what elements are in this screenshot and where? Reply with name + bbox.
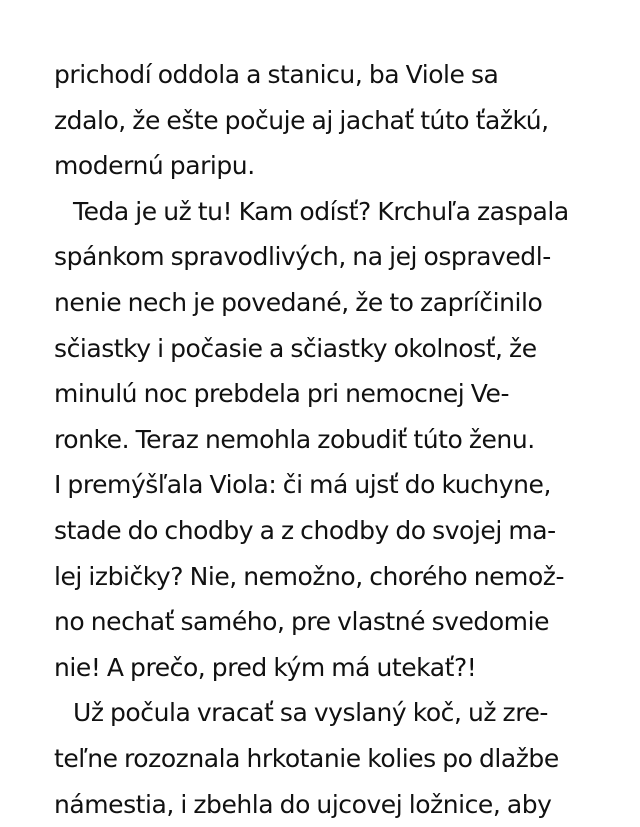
text-line: sčiastky i počasie a sčiastky okolnosť, že bbox=[54, 326, 594, 372]
text-line: no nechať samého, pre vlastné svedomie bbox=[54, 599, 594, 645]
text-line: námestia, i zbehla do ujcovej ložnice, aby bbox=[54, 782, 594, 827]
text-line: lej izbičky? Nie, nemožno, chorého nemož- bbox=[54, 554, 594, 600]
body-text bbox=[54, 52, 594, 827]
text-line: I premýšľala Viola: či má ujsť do kuchyne, bbox=[54, 462, 594, 508]
text-line: spánkom spravodlivých, na jej ospravedl- bbox=[54, 234, 594, 280]
paragraph-first-line: Teda je už tu! Kam odísť? Krchuľa zaspala bbox=[54, 189, 594, 235]
text-line: minulú noc prebdela pri nemocnej Ve- bbox=[54, 371, 594, 417]
text-line: nie! A prečo, pred kým má utekať?! bbox=[54, 645, 594, 691]
text-line: nenie nech je povedané, že to zapríčinilo bbox=[54, 280, 594, 326]
text-line: ronke. Teraz nemohla zobudiť túto ženu. bbox=[54, 417, 594, 463]
text-line: zdalo, že ešte počuje aj jachať túto ťažkú, bbox=[54, 98, 594, 144]
text-line: teľne rozoznala hrkotanie kolies po dlažbe bbox=[54, 736, 594, 782]
text-line: stade do chodby a z chodby do svojej ma- bbox=[54, 508, 594, 554]
text-line: prichodí oddola a stanicu, ba Viole sa bbox=[54, 52, 594, 98]
text-line: modernú paripu. bbox=[54, 143, 594, 189]
paragraph-first-line: Už počula vracať sa vyslaný koč, už zre- bbox=[54, 690, 594, 736]
